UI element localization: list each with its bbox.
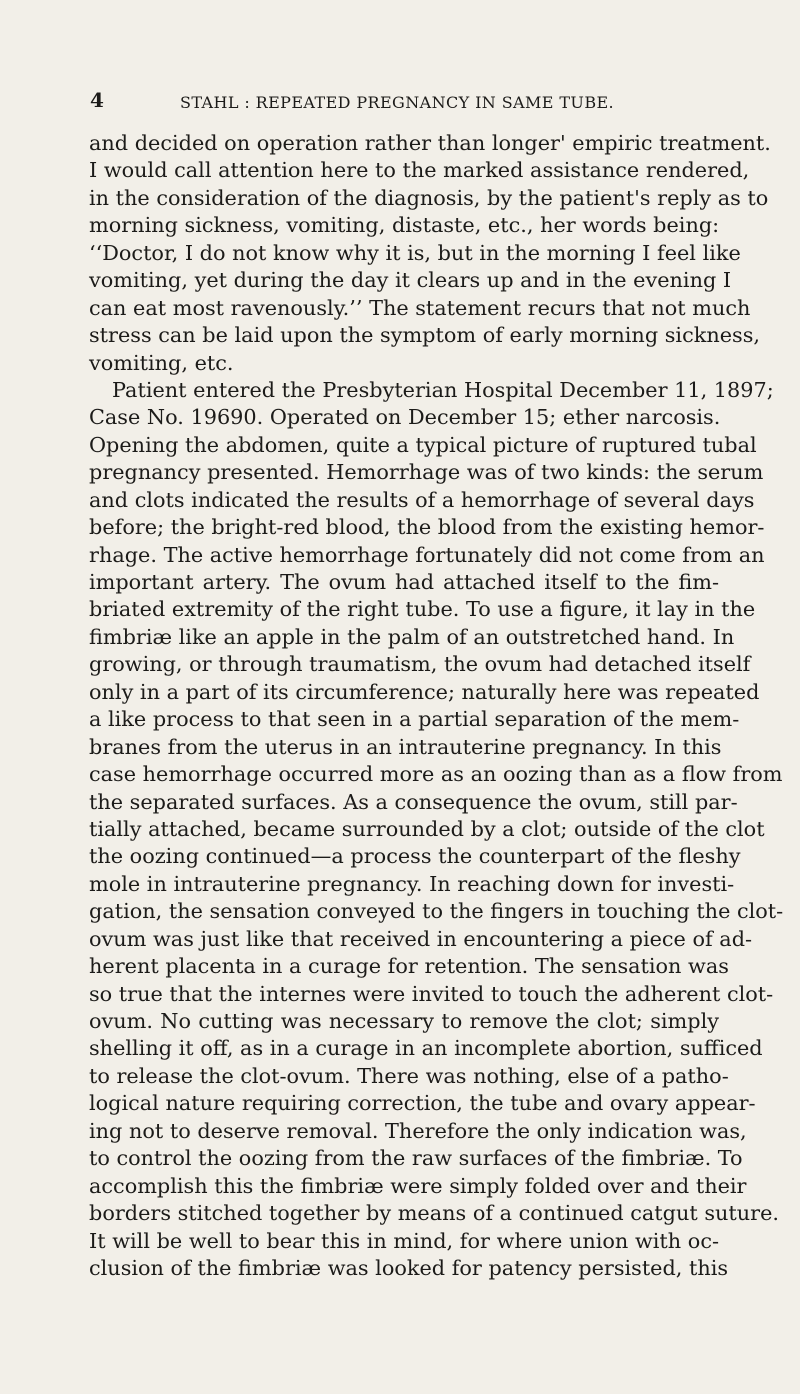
text-line: and decided on operation rather than longer' empiric treatment. (89, 131, 771, 155)
text-line: can eat most ravenously.’’ The statement recurs that not much (89, 295, 751, 320)
text-line: Case No. 19690. Operated on December 15; ether narcosis. (89, 405, 721, 430)
text-line: ovum was just like that received in encountering a piece of ad- (89, 926, 753, 951)
text-line: Patient entered the Presbyterian Hospital December 11, 1897; (112, 377, 774, 402)
text-line: so true that the internes were invited to touch the adherent clot- (89, 981, 774, 1006)
text-line: and clots indicated the results of a hemorrhage of several days (89, 487, 755, 512)
text-line: vomiting, etc. (89, 350, 234, 375)
text-line: only in a part of its circumference; naturally here was repeated (89, 679, 760, 704)
text-line: rhage. The active hemorrhage fortunately did not come from an (89, 542, 765, 567)
text-line: vomiting, yet during the day it clears up and in the evening I (89, 268, 732, 293)
text-line: borders stitched together by means of a continued catgut suture. (89, 1201, 780, 1226)
text-line: ‘‘Doctor, I do not know why it is, but in the morning I feel like (89, 240, 741, 265)
text-line: briated extremity of the right tube. To use a figure, it lay in the (89, 597, 756, 622)
text-line: herent placenta in a curage for retention. The sensation was (89, 954, 729, 979)
text-line: accomplish this the fimbriæ were simply folded over and their (89, 1173, 747, 1198)
text-line: Opening the abdomen, quite a typical picture of ruptured tubal (89, 432, 757, 457)
text-line: ing not to deserve removal. Therefore the only indication was, (89, 1118, 747, 1143)
text-line: branes from the uterus in an intrauterine pregnancy. In this (89, 734, 722, 759)
text-line: case hemorrhage occurred more as an oozing than as a flow from (89, 762, 783, 787)
text-line: mole in intrauterine pregnancy. In reaching down for investi- (89, 871, 735, 896)
text-line: I would call attention here to the marked assistance rendered, (89, 158, 750, 183)
text-line: growing, or through traumatism, the ovum had detached itself (89, 652, 751, 677)
text-line: tially attached, became surrounded by a clot; outside of the clot (89, 816, 765, 841)
text-line: in the consideration of the diagnosis, by the patient's reply as to (89, 185, 769, 210)
text-line: shelling it off, as in a curage in an incomplete abortion, sufficed (89, 1036, 763, 1061)
running-head-title: STAHL : REPEATED PREGNANCY IN SAME TUBE. (180, 93, 615, 112)
text-line: clusion of the fimbriæ was looked for patency persisted, this (89, 1255, 729, 1280)
text-line: stress can be laid upon the symptom of early morning sickness, (89, 323, 760, 348)
paragraph (89, 377, 784, 1282)
text-line: logical nature requiring correction, the tube and ovary appear- (89, 1091, 756, 1116)
page-number: 4 (90, 88, 105, 112)
text-line: important artery. The ovum had attached itself to the fim- (89, 570, 719, 594)
text-line: ovum. No cutting was necessary to remove the clot; simply (89, 1009, 719, 1033)
text-line: the oozing continued—a process the counterpart of the fleshy (89, 844, 741, 869)
text-line: gation, the sensation conveyed to the fingers in touching the clot- (89, 899, 784, 924)
text-line: a like process to that seen in a partial separation of the mem- (89, 707, 740, 732)
text-line: morning sickness, vomiting, distaste, etc., her words being: (89, 213, 720, 238)
body-text (89, 130, 784, 1282)
paragraph (89, 130, 771, 377)
text-line: to release the clot-ovum. There was nothing, else of a patho- (89, 1063, 729, 1088)
text-line: It will be well to bear this in mind, for where union with oc- (89, 1228, 719, 1253)
running-head (90, 88, 705, 118)
text-line: pregnancy presented. Hemorrhage was of two kinds: the serum (89, 460, 764, 485)
text-line: to control the oozing from the raw surfaces of the fimbriæ. To (89, 1146, 743, 1171)
text-line: the separated surfaces. As a consequence the ovum, still par- (89, 789, 738, 814)
text-line: fimbriæ like an apple in the palm of an outstretched hand. In (89, 624, 735, 649)
text-line: before; the bright-red blood, the blood from the existing hemor- (89, 515, 765, 540)
